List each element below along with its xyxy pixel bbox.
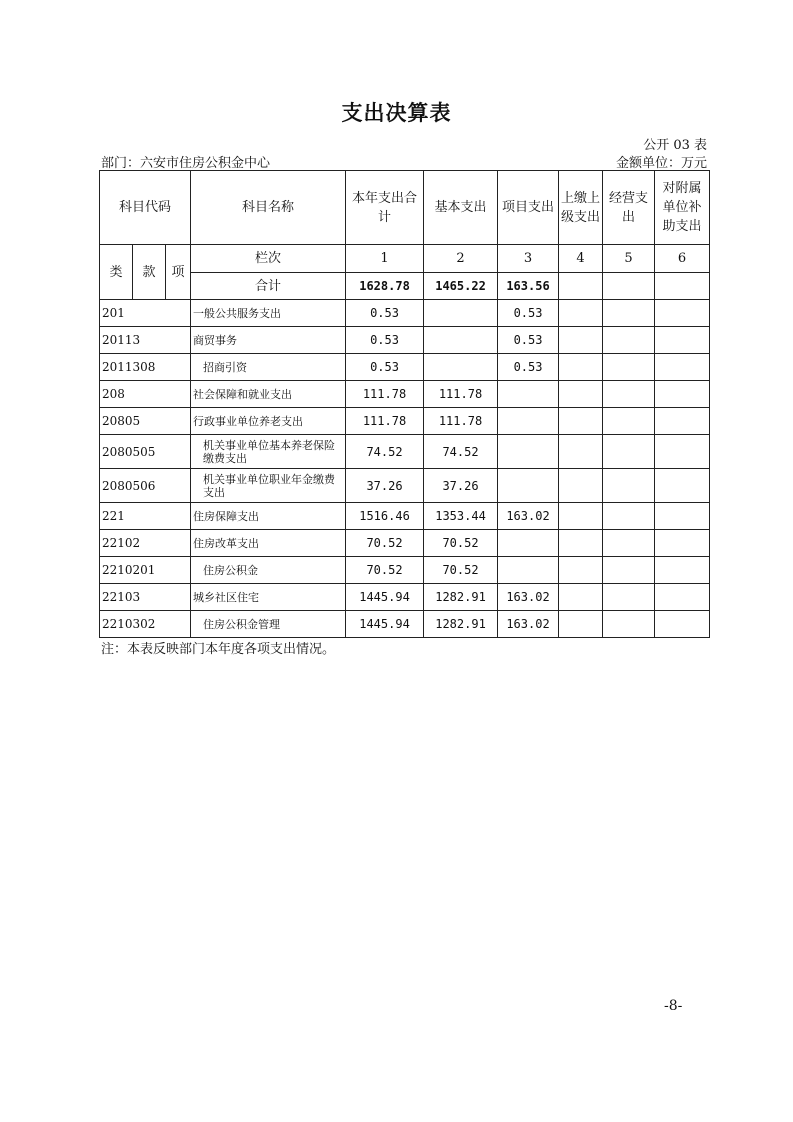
- amount-total: 0.53: [346, 327, 424, 354]
- amount-basic: 37.26: [424, 469, 498, 503]
- empty-cell: [655, 354, 710, 381]
- sum-label: 合计: [191, 273, 346, 300]
- amount-basic: 1353.44: [424, 503, 498, 530]
- table-note: 注：本表反映部门本年度各项支出情况。: [101, 642, 336, 657]
- table-row: [100, 354, 710, 381]
- table-row: [100, 381, 710, 408]
- empty-cell: [603, 530, 655, 557]
- header-remit: 上缴上级支出: [559, 171, 603, 245]
- amount-basic: [424, 327, 498, 354]
- amount-total: 111.78: [346, 381, 424, 408]
- empty-cell: [603, 354, 655, 381]
- data-rows: [100, 300, 710, 638]
- empty-cell: [603, 300, 655, 327]
- amount-total: 1445.94: [346, 584, 424, 611]
- subject-code: 2080506: [100, 469, 191, 503]
- header-kuan: 款: [133, 245, 166, 300]
- subject-name: 城乡社区住宅: [191, 584, 346, 611]
- header-lei: 类: [100, 245, 133, 300]
- empty-cell: [655, 530, 710, 557]
- table-row: [100, 469, 710, 503]
- empty-cell: [603, 584, 655, 611]
- empty-cell: [655, 327, 710, 354]
- amount-total: 70.52: [346, 557, 424, 584]
- total-row: [100, 273, 710, 300]
- col-num-2: 2: [424, 245, 498, 273]
- empty-cell: [603, 408, 655, 435]
- amount-total: 1516.46: [346, 503, 424, 530]
- subject-code: 2080505: [100, 435, 191, 469]
- empty-cell: [603, 469, 655, 503]
- table-row: [100, 408, 710, 435]
- empty-cell: [655, 469, 710, 503]
- subject-code: 208: [100, 381, 191, 408]
- empty-cell: [559, 530, 603, 557]
- department-label: 部门：六安市住房公积金中心: [101, 156, 271, 171]
- column-index-row: [100, 245, 710, 273]
- form-number: 公开 03 表: [643, 138, 707, 153]
- subject-code: 20805: [100, 408, 191, 435]
- amount-total: 37.26: [346, 469, 424, 503]
- empty-cell: [603, 435, 655, 469]
- header-code: 科目代码: [100, 171, 191, 245]
- subject-code: 22103: [100, 584, 191, 611]
- table-row: [100, 435, 710, 469]
- subject-code: 201: [100, 300, 191, 327]
- header-total: 本年支出合计: [346, 171, 424, 245]
- header-business: 经营支出: [603, 171, 655, 245]
- subject-name: 住房公积金: [191, 557, 346, 584]
- amount-basic: 74.52: [424, 435, 498, 469]
- amount-project: 0.53: [498, 300, 559, 327]
- subject-code: 22102: [100, 530, 191, 557]
- amount-basic: 70.52: [424, 530, 498, 557]
- amount-basic: 1282.91: [424, 611, 498, 638]
- amount-basic: 70.52: [424, 557, 498, 584]
- subject-name: 住房改革支出: [191, 530, 346, 557]
- sum-basic: 1465.22: [424, 273, 498, 300]
- sum-project: 163.56: [498, 273, 559, 300]
- header-xiang: 项: [166, 245, 191, 300]
- amount-project: [498, 557, 559, 584]
- table-row: [100, 611, 710, 638]
- table-row: [100, 300, 710, 327]
- amount-total: 74.52: [346, 435, 424, 469]
- empty-cell: [603, 381, 655, 408]
- page-title: 支出决算表: [341, 101, 452, 125]
- empty-cell: [655, 381, 710, 408]
- empty-cell: [655, 503, 710, 530]
- empty-cell: [559, 300, 603, 327]
- subject-code: 221: [100, 503, 191, 530]
- amount-total: 70.52: [346, 530, 424, 557]
- subject-code: 2210201: [100, 557, 191, 584]
- column-index-label: 栏次: [191, 245, 346, 273]
- amount-basic: 111.78: [424, 408, 498, 435]
- subject-name: 住房公积金管理: [191, 611, 346, 638]
- empty-cell: [559, 327, 603, 354]
- table-row: [100, 530, 710, 557]
- header-project: 项目支出: [498, 171, 559, 245]
- amount-project: [498, 530, 559, 557]
- empty-cell: [559, 354, 603, 381]
- table-row: [100, 327, 710, 354]
- empty-cell: [559, 435, 603, 469]
- empty-cell: [559, 503, 603, 530]
- amount-project: [498, 469, 559, 503]
- sum-total: 1628.78: [346, 273, 424, 300]
- subject-name: 招商引资: [191, 354, 346, 381]
- subject-name: 住房保障支出: [191, 503, 346, 530]
- table-row: [100, 584, 710, 611]
- empty-cell: [655, 435, 710, 469]
- amount-project: 0.53: [498, 327, 559, 354]
- amount-total: 0.53: [346, 354, 424, 381]
- subject-code: 2011308: [100, 354, 191, 381]
- amount-project: 163.02: [498, 584, 559, 611]
- col-num-1: 1: [346, 245, 424, 273]
- subject-name: 社会保障和就业支出: [191, 381, 346, 408]
- empty-cell: [559, 584, 603, 611]
- header-basic: 基本支出: [424, 171, 498, 245]
- header-subsidy: 对附属单位补助支出: [655, 171, 710, 245]
- col-num-6: 6: [655, 245, 710, 273]
- empty-cell: [559, 611, 603, 638]
- amount-project: 0.53: [498, 354, 559, 381]
- header-name: 科目名称: [191, 171, 346, 245]
- expenditure-table: [99, 170, 710, 638]
- subject-name: 机关事业单位基本养老保险缴费支出: [191, 435, 346, 469]
- empty-cell: [559, 557, 603, 584]
- unit-label: 金额单位：万元: [615, 156, 707, 171]
- amount-total: 1445.94: [346, 611, 424, 638]
- empty-cell: [603, 557, 655, 584]
- col-num-5: 5: [603, 245, 655, 273]
- table-row: [100, 557, 710, 584]
- empty-cell: [559, 381, 603, 408]
- subject-code: 2210302: [100, 611, 191, 638]
- amount-total: 111.78: [346, 408, 424, 435]
- empty-cell: [655, 611, 710, 638]
- amount-project: 163.02: [498, 611, 559, 638]
- empty-cell: [559, 469, 603, 503]
- col-num-3: 3: [498, 245, 559, 273]
- empty-cell: [655, 584, 710, 611]
- empty-cell: [655, 408, 710, 435]
- page-number: -8-: [664, 998, 683, 1014]
- col-num-4: 4: [559, 245, 603, 273]
- subject-name: 一般公共服务支出: [191, 300, 346, 327]
- amount-basic: 111.78: [424, 381, 498, 408]
- amount-basic: [424, 300, 498, 327]
- amount-total: 0.53: [346, 300, 424, 327]
- amount-basic: [424, 354, 498, 381]
- empty-cell: [603, 327, 655, 354]
- subject-code: 20113: [100, 327, 191, 354]
- subject-name: 行政事业单位养老支出: [191, 408, 346, 435]
- table-row: [100, 503, 710, 530]
- empty-cell: [603, 503, 655, 530]
- empty-cell: [603, 611, 655, 638]
- amount-project: [498, 435, 559, 469]
- amount-project: [498, 408, 559, 435]
- amount-project: 163.02: [498, 503, 559, 530]
- empty-cell: [559, 408, 603, 435]
- empty-cell: [655, 557, 710, 584]
- empty-cell: [655, 300, 710, 327]
- header-row: [100, 171, 710, 245]
- subject-name: 机关事业单位职业年金缴费支出: [191, 469, 346, 503]
- subject-name: 商贸事务: [191, 327, 346, 354]
- amount-project: [498, 381, 559, 408]
- amount-basic: 1282.91: [424, 584, 498, 611]
